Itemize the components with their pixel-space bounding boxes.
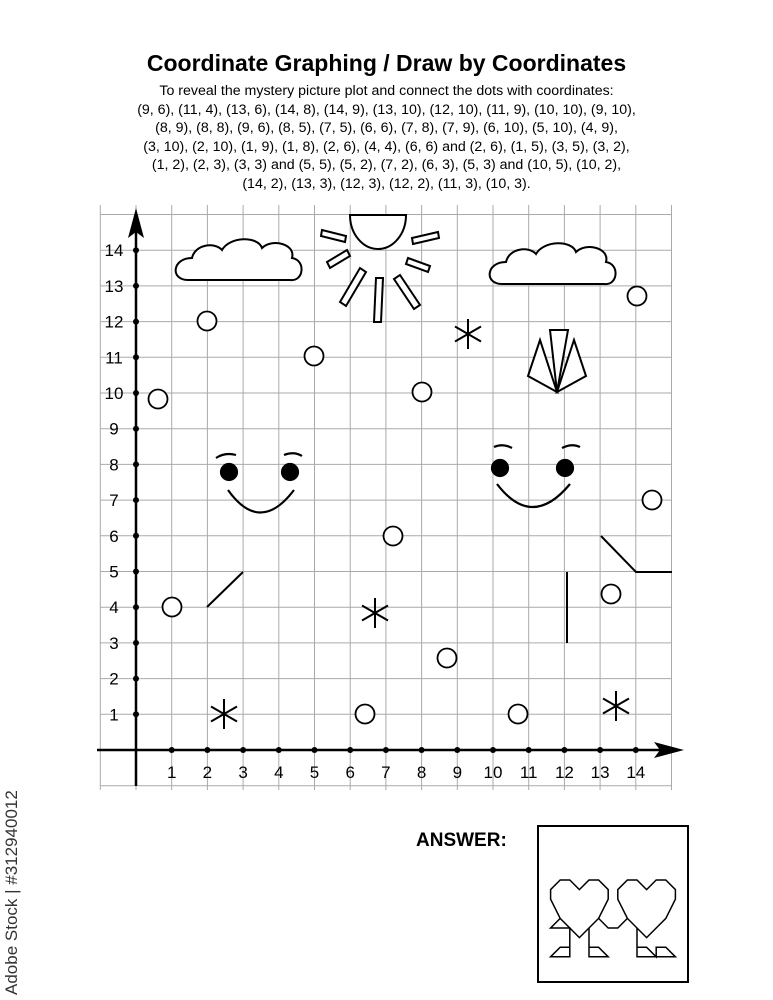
x-tick-label: 8 xyxy=(416,763,427,782)
y-tick-label: 4 xyxy=(109,598,119,618)
x-tick-label: 14 xyxy=(626,763,646,782)
tick-dot xyxy=(133,283,139,289)
tick-dot xyxy=(561,747,567,753)
y-tick-label: 11 xyxy=(105,348,123,368)
x-tick-label: 7 xyxy=(381,763,391,782)
dot-circle xyxy=(149,390,168,409)
tick-dot xyxy=(133,319,139,325)
grid-lines xyxy=(100,205,672,790)
x-tick-label: 10 xyxy=(483,763,503,782)
watermark: Adobe Stock | #312940012 xyxy=(2,790,21,995)
dot-circle xyxy=(384,527,403,546)
dot-circle xyxy=(163,598,182,617)
tick-dot xyxy=(133,676,139,682)
x-tick-label: 12 xyxy=(554,763,574,782)
tick-dot xyxy=(490,747,496,753)
answer-thumbnail xyxy=(538,826,688,982)
instructions-intro: To reveal the mystery picture plot and connect the dots with coordinates: xyxy=(159,83,614,99)
y-tick-label: 9 xyxy=(109,419,119,439)
coords-line: (9, 6), (11, 4), (13, 6), (14, 8), (14, 9), (13, 10), (12, 10), (11, 9), (10, 10), (9, 10), xyxy=(137,101,636,118)
tick-dot xyxy=(133,461,139,467)
tick-dot xyxy=(383,747,389,753)
tick-dot xyxy=(419,747,425,753)
y-tick-label: 5 xyxy=(109,562,119,582)
coords-line: (14, 2), (13, 3), (12, 3), (12, 2), (11, 3), (10, 3). xyxy=(242,175,531,192)
tick-dot xyxy=(526,747,532,753)
tick-dot xyxy=(133,604,139,610)
page-title: Coordinate Graphing / Draw by Coordinates xyxy=(146,50,627,76)
cloud-icon xyxy=(176,239,302,280)
dot-circle xyxy=(438,649,457,668)
tick-dot xyxy=(597,747,603,753)
dot-circle xyxy=(643,491,662,510)
y-tick-label: 2 xyxy=(109,669,119,689)
tick-dot xyxy=(276,747,282,753)
tick-dot xyxy=(133,533,139,539)
tick-dot xyxy=(133,640,139,646)
tick-dot xyxy=(633,747,639,753)
coords-line: (3, 10), (2, 10), (1, 9), (1, 8), (2, 6), (4, 4), (6, 6) and (2, 6), (1, 5), (3, 5), (3, 2), xyxy=(143,138,630,155)
y-tick-label: 8 xyxy=(109,455,119,475)
coords-line: (1, 2), (2, 3), (3, 3) and (5, 5), (5, 2), (7, 2), (6, 3), (5, 3) and (10, 5), (10, 2), xyxy=(151,157,622,173)
right-face xyxy=(492,445,580,507)
x-tick-label: 5 xyxy=(309,763,320,782)
x-tick-label: 9 xyxy=(452,763,463,782)
dot-circle xyxy=(413,383,432,402)
y-tick-label: 14 xyxy=(104,241,124,261)
tick-dot xyxy=(133,247,139,253)
tick-dot xyxy=(133,354,139,360)
tick-dot xyxy=(133,426,139,432)
tick-dot xyxy=(133,390,139,396)
dot-circle xyxy=(509,705,528,724)
answer-label: ANSWER: xyxy=(416,830,507,851)
dot-circle xyxy=(628,287,647,306)
tick-dot xyxy=(204,747,210,753)
tick-dot xyxy=(133,569,139,575)
y-tick-label: 10 xyxy=(104,384,124,403)
cloud-icon xyxy=(490,243,616,284)
dot-circle xyxy=(305,347,324,366)
dot-circle xyxy=(602,585,621,604)
snowflake-icon xyxy=(362,598,388,628)
tick-dot xyxy=(133,497,139,503)
snowflake-icon xyxy=(455,319,481,349)
x-tick-label: 2 xyxy=(202,763,213,782)
tick-dot xyxy=(169,747,175,753)
dot-circle xyxy=(356,705,375,724)
x-tick-label: 4 xyxy=(274,763,284,782)
tick-dot xyxy=(312,747,318,753)
y-tick-label: 3 xyxy=(109,633,119,653)
tick-dot xyxy=(133,711,139,717)
y-tick-label: 13 xyxy=(104,276,124,296)
tick-dot xyxy=(347,747,353,753)
coords-line: (8, 9), (8, 8), (9, 6), (8, 5), (7, 5), (6, 6), (7, 8), (7, 9), (6, 10), (5, 10), (4, 9), xyxy=(155,120,618,136)
bow-icon xyxy=(528,330,586,392)
x-tick-label: 3 xyxy=(238,763,248,782)
left-face xyxy=(216,453,302,512)
tick-dot xyxy=(454,747,460,753)
y-tick-label: 12 xyxy=(104,312,124,332)
y-tick-label: 7 xyxy=(109,491,119,511)
tick-dot xyxy=(240,747,246,753)
dot-circle xyxy=(198,312,217,331)
y-tick-label: 6 xyxy=(109,526,119,546)
x-tick-label: 6 xyxy=(345,763,355,782)
x-tick-label: 11 xyxy=(519,763,538,782)
snowflake-icon xyxy=(603,691,629,721)
y-tick-label: 1 xyxy=(109,705,119,725)
x-tick-label: 1 xyxy=(166,763,177,782)
x-tick-label: 13 xyxy=(590,763,610,782)
